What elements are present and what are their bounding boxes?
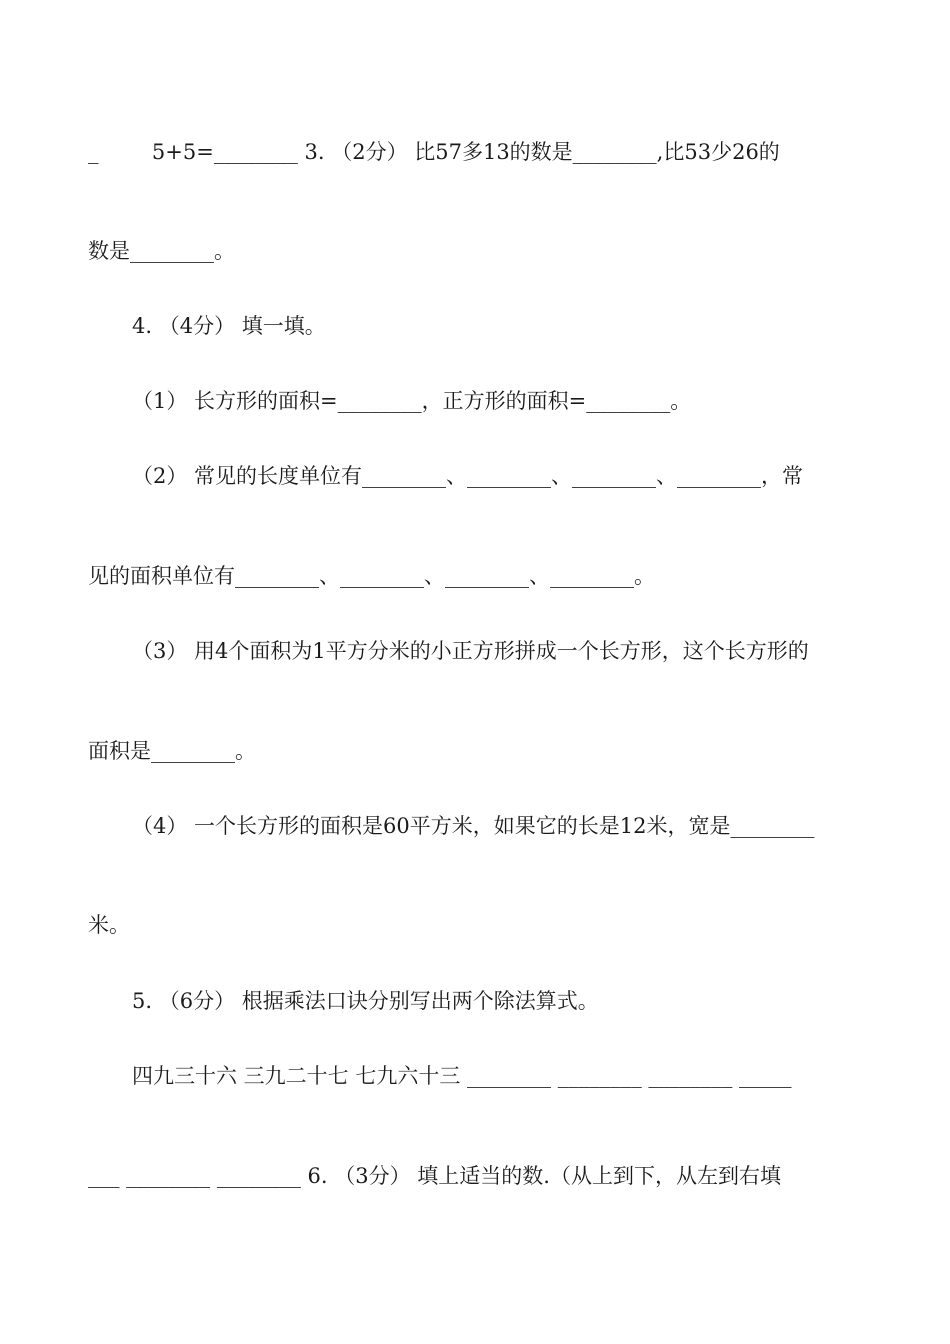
question-2-tail-and-question-3: _ 5+5=________ 3. （2分） 比57多13的数是________,比53少26的 xyxy=(88,140,780,164)
question-5-answers-and-question-6: ___ ________ ________ 6. （3分） 填上适当的数.（从上到下，从左到右填 xyxy=(88,1164,781,1188)
question-4-part-1: （1） 长方形的面积=________，正方形的面积=________。 xyxy=(132,389,692,413)
question-4-title: 4. （4分） 填一填。 xyxy=(132,314,326,338)
question-4-part-3-continuation: 面积是________。 xyxy=(88,739,256,763)
question-4-part-4-continuation: 米。 xyxy=(88,913,130,937)
question-5-title: 5. （6分） 根据乘法口诀分别写出两个除法算式。 xyxy=(132,989,599,1013)
question-4-part-4: （4） 一个长方形的面积是60平方米，如果它的长是12米，宽是________ xyxy=(132,814,815,838)
question-4-part-2-continuation: 见的面积单位有________、________、________、________。 xyxy=(88,564,655,588)
question-4-part-3: （3） 用4个面积为1平方分米的小正方形拼成一个长方形，这个长方形的 xyxy=(132,639,809,663)
question-4-part-2: （2） 常见的长度单位有________、________、________、________，常 xyxy=(132,464,804,488)
question-3-continuation: 数是________。 xyxy=(88,239,235,263)
question-5-multiplication-rhymes: 四九三十六 三九二十七 七九六十三 ________ ________ ________ _____ xyxy=(132,1064,792,1088)
